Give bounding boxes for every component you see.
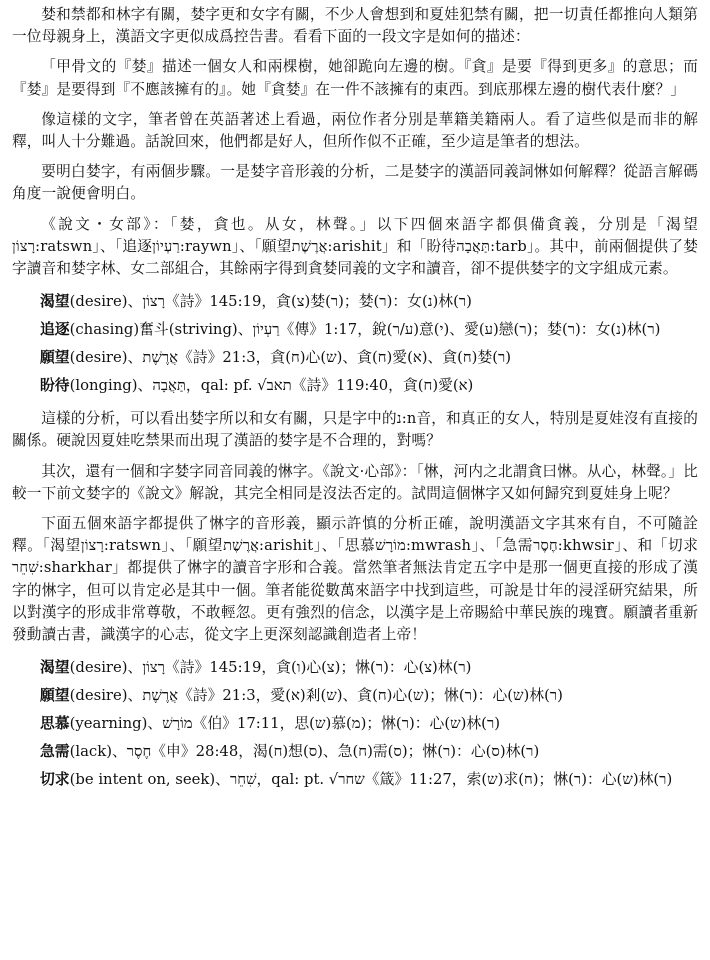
entry-term: 急需 [40, 743, 70, 761]
paragraph: 像這樣的文字，筆者曾在英語著述上看過，兩位作者分別是華籍美籍兩人。看了這些似是而非的解釋，叫人十分難過。話說回來，他們都是好人，但所作似不正確，至少這是筆者的想法。 [12, 110, 698, 151]
word-entry [40, 372, 698, 400]
entry-gloss: (yearning)、מוֹרָשׁ《伯》17:11，思(ש)慕(מ)；惏(ר)：心(ש)林(ר) [69, 715, 501, 733]
word-entry [40, 288, 698, 316]
word-entry [40, 654, 698, 682]
entry-gloss: (desire)、אֲרֶשֶׁת《詩》21:3，愛(א)剎(ש)、貪(ח)心(ש)；惏(ר)：心(ש)林(ר) [69, 687, 563, 705]
paragraph: 其次，還有一個和字婪字同音同義的惏字。《說文·心部》：「惏，河内之北謂貪曰惏。从心，林聲。」比較一下前文婪字的《說文》解說，其完全相同是沒法否定的。試問這個惏字又如何歸究到夏娃身上呢？ [12, 462, 698, 502]
word-entry [40, 316, 698, 344]
entry-gloss: (longing)、תַּאֲבָה，qal: pf. √תאב《詩》119:40，貪(ח)愛(א) [69, 377, 474, 395]
word-entry [40, 710, 698, 738]
entry-term: 渴望 [40, 659, 70, 677]
entry-gloss: (desire)、רָצוֹן《詩》145:19，貪(ו)心(צ)；惏(ר)：心(צ)林(ר) [69, 659, 472, 677]
word-entry [40, 682, 698, 710]
paragraph: 這樣的分析，可以看出婪字所以和女有關，只是字中的נ:n音，和真正的女人，特別是夏娃沒有直接的關係。硬說因夏娃吃禁果而出現了漢語的婪字是不合理的，對嗎？ [12, 410, 698, 450]
entry-gloss: (lack)、חֶסֶר《申》28:48，渴(ח)想(ס)、急(ח)需(ס)；惏(ר)：心(ס)林(ר) [69, 743, 540, 761]
word-list [12, 654, 698, 794]
paragraph: 下面五個來語字都提供了惏字的音形義，顯示許慎的分析正確，說明漢語文字其來有自，不可隨詮釋。「渴望רָצוֹן:ratswn」、「願望אֲרֶשֶׁת:arishit」、「思慕מוֹרָשׁ:mwrash」、「急需חֶסֶר:khwsir」、和「切求שִׁחֵר:sharkhar」都提供了惏字的讀音字形和合義。當然筆者無法肯定五字中是那一個更直接的形成了漢字的惏字，但可以肯定必是其中一個。筆者能從數萬來語字中找到這些，可說是廿年的浸淫研究結果，所以對漢字的形成非常尊敬，不敢輕忽。更有強烈的信念，以漢字是上帝賜給中華民族的瑰寶。願讀者重新發動讀古書，識漢字的心志，從文字上更深刻認識創造者上帝！ [12, 515, 699, 644]
entry-term: 切求 [40, 771, 70, 789]
entry-term: 思慕 [40, 715, 70, 733]
entry-gloss: (be intent on, seek)、שִׁחֵר，qal: pt. √שחר《箴》11:27，索(ש)求(ח)；惏(ר)：心(ש)林(ר) [69, 771, 673, 789]
word-entry [40, 766, 698, 794]
entry-term: 願望 [40, 687, 70, 705]
paragraph: 「甲骨文的『婪』描述一個女人和兩棵樹，她卻跪向左邊的樹。『貪』是要『得到更多』的意思；而『婪』是要得到『不應該擁有的』。她『貪婪』在一件不該擁有的東西。到底那棵左邊的樹代表什麼？」 [12, 58, 698, 98]
entry-term: 渴望 [40, 293, 70, 311]
entry-term: 盼待 [40, 377, 70, 395]
paragraph: 要明白婪字，有兩個步驟。一是婪字音形義的分析，二是婪字的漢語同義詞惏如何解釋？從語言解碼角度一說便會明白。 [12, 163, 698, 203]
word-entry [40, 738, 698, 766]
paragraph: 《說文・女部》：「婪，貪也。从女，林聲。」以下四個來語字都俱備貪義，分別是「渴望רָצוֹן:ratswn」、「追逐רַעְיוֹן:raywn」、「願望אֲרֶשֶׁת:arishit」和「盼待תַּאֲבָה:tarb」。其中，前兩個提供了婪字讀音和婪字林、女二部組合，其餘兩字得到貪婪同義的文字和讀音，卻不提供婪字的文字組成元素。 [12, 215, 699, 278]
entry-gloss: (desire)、אֲרֶשֶׁת《詩》21:3，貪(ח)心(ש)、貪(ח)愛(א)、貪(ח)婪(ר) [69, 349, 512, 367]
word-entry [40, 344, 698, 372]
entry-term: 追逐 [40, 321, 70, 339]
entry-gloss: (desire)、רָצוֹן《詩》145:19，貪(צ)婪(ר)；婪(ר)：女(נ)林(ר) [69, 293, 472, 311]
paragraph: 婪和禁都和林字有關，婪字更和女字有關，不少人會想到和夏娃犯禁有關，把一切責任都推向人類第一位母親身上，漢語文字更似成爲控告書。看看下面的一段文字是如何的描述： [12, 6, 698, 46]
word-list [12, 288, 698, 400]
entry-term: 願望 [40, 349, 70, 367]
entry-gloss: (chasing)奮斗(striving)、רַעְיוֹן《傳》1:17，銳(ע/ר)意(י)、愛(ע)戀(ר)；婪(ר)：女(נ)林(ר) [69, 321, 661, 339]
